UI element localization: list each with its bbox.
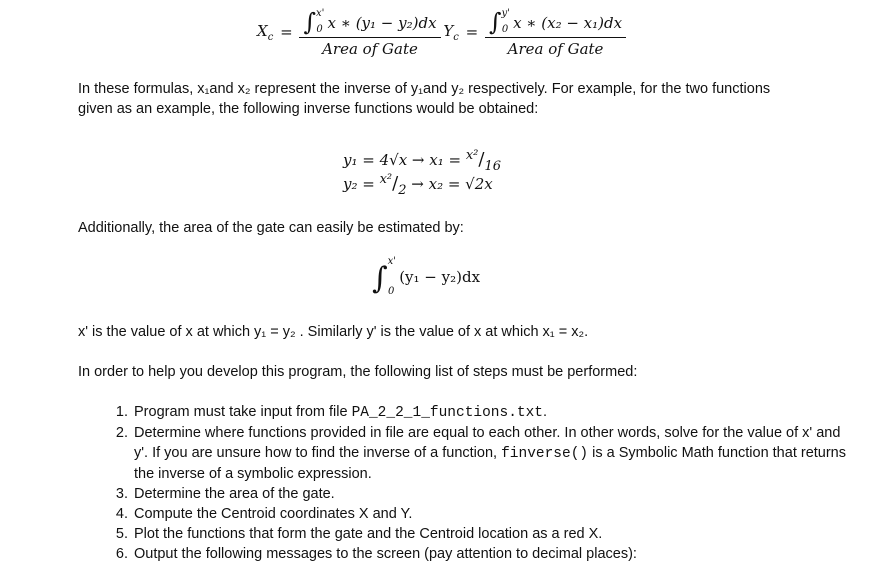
finverse-code: finverse()	[501, 446, 589, 462]
inverse-equation-1: y₁ = 4√x → x₁ = x²/16	[343, 148, 502, 174]
inverse-equation-2: y₂ = x²/2 → x₂ = √2x	[343, 172, 493, 198]
yc-numerator: x ∗ (x₂ − x₁)dx	[513, 14, 623, 32]
yc-fraction: $\frac{\int^{y'}_0 x ∗ (x_2 - x_1)dx}{\text{Area of Gate}}$	[485, 6, 626, 58]
list-item: 3. Determine the area of the gate.	[132, 484, 852, 504]
list-item: 1. Program must take input from file PA_2_2_1_functions.txt.	[132, 402, 852, 423]
steps-list	[76, 402, 852, 564]
paragraph-area: Additionally, the area of the gate can easily be estimated by:	[78, 220, 464, 236]
xc-denominator: Area of Gate	[322, 40, 418, 58]
centroid-formulas: $X_c$ = $\frac{\int^{x'}_0 x ∗ (y_1 - y_2)dx}{\text{Area of Gate}}$ $Y_c$ = $\frac{\int^{y'}_0 x ∗ (x_2 - x_1)dx}{\text{Area of Gate}}$	[257, 6, 626, 58]
yc-symbol: $Y_c$	[443, 21, 459, 43]
list-item: 4. Compute the Centroid coordinates X and Y.	[132, 504, 852, 524]
filename-code: PA_2_2_1_functions.txt	[351, 405, 544, 421]
xc-numerator: x ∗ (y₁ − y₂)dx	[327, 14, 437, 32]
paragraph-xprime: x' is the value of x at which y₁ = y₂ . Similarly y' is the value of x at which x₁ = x₂.	[78, 324, 589, 340]
list-item: 6. Output the following messages to the screen (pay attention to decimal places):	[132, 544, 852, 564]
list-item: 5. Plot the functions that form the gate and the Centroid location as a red X.	[132, 524, 852, 544]
paragraph-steps-intro: In order to help you develop this program, the following list of steps must be performed:	[78, 364, 638, 380]
xc-fraction: $\frac{\int^{x'}_0 x ∗ (y_1 - y_2)dx}{\text{Area of Gate}}$	[299, 6, 440, 58]
area-integrand: (y₁ − y₂)dx	[399, 268, 481, 286]
area-integral: ∫$^{x'}_0$ (y₁ − y₂)dx	[372, 256, 481, 297]
paragraph-inverse: In these formulas, x₁and x₂ represent the inverse of y₁and y₂ respectively. For example, for the two functions given as an example, the following inverse functions would be obtained:	[78, 81, 771, 117]
list-item: 2. Determine where functions provided in file are equal to each other. In other words, solve for the value of x' and y'. If you are unsure how to find the inverse of a function, finverse() is a Symbolic Math function that returns the inverse of a symbolic expression.	[132, 423, 852, 484]
xc-symbol: $X_c$	[257, 21, 274, 43]
yc-denominator: Area of Gate	[507, 40, 604, 58]
